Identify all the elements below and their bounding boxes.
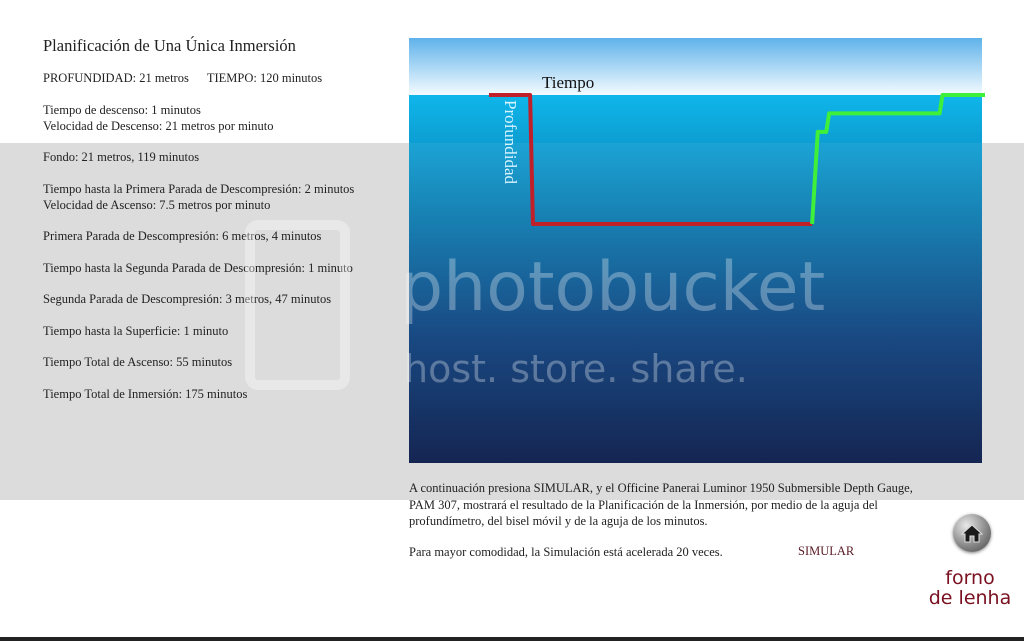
dive-profile-chart [409, 38, 982, 463]
sky-background [409, 38, 982, 95]
ascent-speed: Velocidad de Ascenso: 7.5 metros por minuto [43, 197, 271, 212]
watermark-overlay [409, 143, 982, 463]
descent-time: Tiempo de descenso: 1 minutos [43, 102, 201, 117]
descent-speed: Velocidad de Descenso: 21 metros por minuto [43, 118, 274, 133]
home-button[interactable] [953, 514, 991, 552]
first-stop: Primera Parada de Descompresión: 6 metros, 4 minutos [43, 229, 322, 243]
total-ascent: Tiempo Total de Ascenso: 55 minutos [43, 355, 233, 369]
x-axis-label: Tiempo [542, 73, 595, 92]
home-icon [961, 523, 983, 543]
time-to-surface: Tiempo hasta la Superficie: 1 minuto [43, 323, 229, 338]
simulate-button[interactable]: SIMULAR [798, 544, 855, 558]
time-value: TIEMPO: 120 minutos [206, 71, 323, 85]
depth-value: PROFUNDIDAD: 21 metros [43, 71, 189, 85]
acceleration-note: Para mayor comodidad, la Simulación está acelerada 20 veces. [409, 544, 723, 559]
bottom-border [0, 637, 1024, 641]
instructions-paragraph: A continuación presiona SIMULAR, y el Officine Panerai Luminor 1950 Submersible Depth Gauge, PAM 307, mostrará el resultado de la Planificación de la Inmersión, por medio de la aguja del profundímetro, del bisel móvil y de la aguja de los minutos. [409, 481, 913, 528]
instructions [409, 480, 919, 574]
watermark-text: photobucket [400, 248, 826, 327]
time-to-second-stop: Tiempo hasta la Segunda Parada de Descompresión: 1 minuto [43, 260, 353, 275]
dive-plan-panel [43, 36, 354, 417]
y-axis-label: Profundidad [501, 100, 520, 185]
time-to-first-stop: Tiempo hasta la Primera Parada de Descompresión: 2 minutos [43, 181, 355, 196]
bottom-info: Fondo: 21 metros, 119 minutos [43, 150, 200, 164]
second-stop: Segunda Parada de Descompresión: 3 metros, 47 minutos [43, 292, 332, 306]
logo-line1: forno [945, 567, 995, 589]
page-title: Planificación de Una Única Inmersión [43, 36, 296, 55]
watermark-tagline: host. store. share. [404, 347, 748, 391]
logo [925, 568, 1015, 608]
total-dive: Tiempo Total de Inmersión: 175 minutos [43, 386, 248, 401]
logo-line2: de lenha [928, 587, 1012, 609]
